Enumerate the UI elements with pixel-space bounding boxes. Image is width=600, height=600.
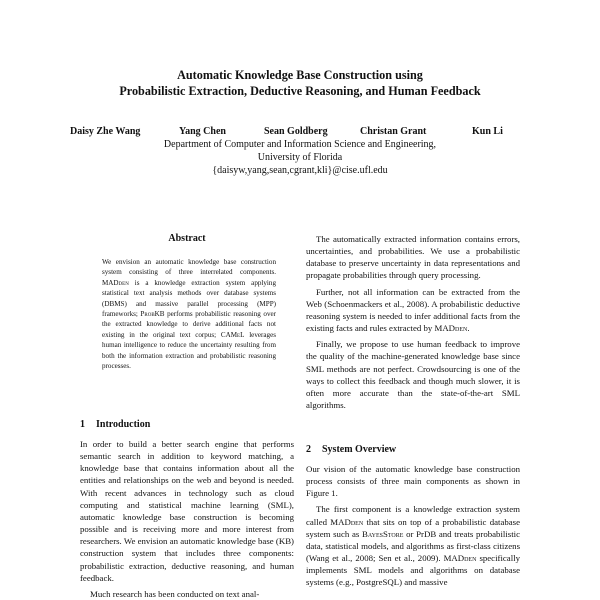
- abstract-body: [102, 257, 276, 371]
- title-line-1: Automatic Knowledge Base Construction using: [177, 68, 423, 82]
- abstract-camel: CAMeL: [220, 330, 245, 339]
- affiliation: [0, 138, 600, 177]
- right-paragraph-1: The automatically extracted information contains errors, uncertainties, and probabilities. We use a probabilistic database to preserve uncertainty in data representations and propagate probabilities through query processing.: [306, 234, 520, 281]
- abstract-text-3: performs probabilistic reasoning over the extracted knowledge to derive additional facts not existing in the original text corpus;: [102, 310, 276, 339]
- author-3: Sean Goldberg: [264, 126, 328, 137]
- author-1: Daisy Zhe Wang: [70, 126, 141, 137]
- abstract-heading: Abstract: [168, 233, 206, 244]
- intro-paragraph-2: Much research has been conducted on text anal-: [90, 588, 260, 599]
- abstract-probkb: ProbKB: [140, 310, 165, 319]
- right-column-text: [306, 233, 520, 411]
- paper-title: [0, 67, 600, 99]
- affiliation-email: {daisyw,yang,sean,cgrant,kli}@cise.ufl.edu: [212, 165, 388, 176]
- section-1-heading: [80, 419, 150, 431]
- right-paragraph-2-end: .: [467, 323, 470, 334]
- right-paragraph-3: Finally, we propose to use human feedback to improve the quality of the machine-generated knowledge base since SML methods are not perfect. Crowdsourcing is one of the ways to collect this feedback and though much slower, it is often more accurate than the state-of-the-art SML algorithms.: [306, 339, 520, 411]
- abstract-text-2: is a knowledge extraction system applying statistical text analysis methods over database systems (DBMS) and massive parallel processing (MPP) frameworks;: [102, 278, 276, 319]
- overview-p2-bayesstore: BayesStore: [361, 528, 404, 539]
- overview-p2-text-a: The first component is a knowledge extraction system called: [306, 504, 520, 527]
- title-line-2: Probabilistic Extraction, Deductive Reasoning, and Human Feedback: [119, 84, 481, 98]
- overview-paragraph-1: Our vision of the automatic knowledge base construction process consists of three main components as shown in Figure 1.: [306, 464, 520, 499]
- overview-paragraph-2: [306, 503, 520, 588]
- right-paragraph-2-text: Further, not all information can be extracted from the Web (Schoenmackers et al., 2008). A probabilistic deductive reasoning system is needed to infer additional facts from the existing facts and rules extracted by: [306, 286, 520, 334]
- overview-p2-text-b: that sits on top of a probabilistic database system such as: [306, 516, 520, 539]
- affiliation-dept: Department of Computer and Information Science and Engineering,: [163, 139, 437, 150]
- right-paragraph-2-madden: MADden: [434, 323, 468, 334]
- abstract-text-1: We envision an automatic knowledge base construction system consisting of three interrelated components.: [102, 258, 276, 277]
- abstract-text-4: leverages human intelligence to reduce the uncertainty resulting from both the information extraction and probabilistic reasoning processes.: [102, 330, 276, 371]
- section-1-title: Introduction: [96, 419, 151, 430]
- overview-p2-text-c: or PrDB and treats probabilistic data, statistical models, and algorithms as first-class citizens (Wang et al., 2008; Sen et al., 2009).: [306, 528, 520, 564]
- overview-p2-madden: MADden: [330, 516, 364, 527]
- section-2-heading: [306, 444, 396, 456]
- affiliation-univ: University of Florida: [257, 152, 343, 163]
- section-2-number: 2: [306, 444, 311, 455]
- section-2-title: System Overview: [322, 444, 397, 455]
- overview-p2-madden-2: MADden: [443, 553, 477, 564]
- right-paragraph-2: [306, 286, 520, 335]
- abstract-madden: MADden: [102, 278, 129, 287]
- system-overview-text: [306, 463, 520, 589]
- author-2: Yang Chen: [179, 126, 226, 137]
- author-4: Christan Grant: [360, 126, 427, 137]
- section-1-number: 1: [80, 419, 85, 430]
- overview-p2-text-d: specifically implements SML models and algorithms on database systems (e.g., PostgreSQL) and massive: [306, 553, 520, 588]
- intro-paragraph-1: In order to build a better search engine that performs semantic search in addition to keyword matching, a knowledge base that contains information about all the entities and relationships on the web and beyond is needed. With recent advances in technology such as cloud computing and statistical machine learning (SML), automatic knowledge base construction is becoming possible and is receiving more and more interest from researchers. We envision an automatic knowledge base (KB) construction system that includes three components: probabilistic extraction, deductive reasoning, and human feedback.: [80, 439, 294, 583]
- author-5: Kun Li: [472, 126, 503, 137]
- left-column-text: [80, 438, 294, 600]
